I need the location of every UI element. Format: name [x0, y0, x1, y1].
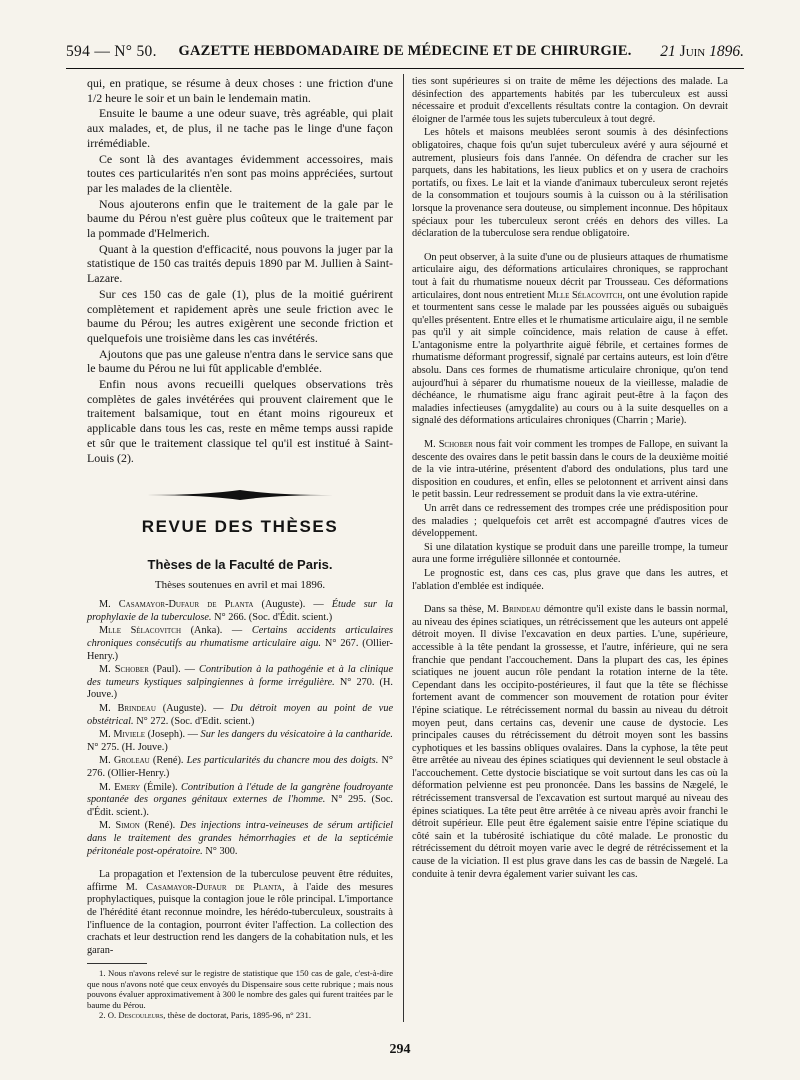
paragraph: Ensuite le baume a une odeur suave, très agréable, qui plait aux malades, et, de plus, il ne tache pas le linge d'une façon irrémédiable.: [87, 106, 393, 150]
thesis-ref: N° 272. (Soc. d'Edit. scient.): [136, 715, 255, 727]
thesis-ref: N° 276. (Ollier-Henry.): [87, 755, 394, 779]
thesis-entry: [87, 755, 393, 780]
paragraph: [87, 242, 393, 286]
paragraph: Nous ajouterons enfin que le traitement de la gale par le baume du Pérou n'est guère plus coûteux que le traitement par la pommade d'Helmerich.: [87, 196, 393, 241]
subsection-title: Thèses de la Faculté de Paris.: [147, 557, 333, 573]
person-name: Schober: [438, 439, 473, 451]
text-run: démontre qu'il existe dans le bassin normal, au niveau des épines sciatiques, un rétrécissement que les auteurs ont appelé détroit moyen. Il divise l'excavation en deux parties. L'une, supérieure, accessible à la tête pendant la grossesse, et l'autre, inférieure, qui ne sera franchie que pendant l'accouchement. Dans la plupart des cas, les épines sciatiques ne jouent aucun rôle pendant la rotation interne de la tête. Cependant dans les occipito-postérieures, il faut que la tête se fléchisse fortement avant de commencer son mouvement de rotation pour éviter l'épine sciatique. Le rétrécissement normal du bassin au niveau du détroit moyen peut, dans certains cas, devenir une cause de dystocie. Les principales causes du rétrécissement du détroit moyen sont les bassins cyphotiques et les bassins obliques ovalaires. Dans la cyphose, la tête peut être arrêtée au niveau des épines sciatiques qui deviennent le seul obstacle à l'accouchement. Cette dystocie bisciatique se voit surtout dans les cas où la déformation pelvienne est peu prononcée. Dans les bassins de Nægelé, le rétrécissement transversal de l'excavation est surtout marqué au niveau des épines sciatiques. La tête peut être arrêtée à ce niveau après avoir franchi le détroit supérieur. Elle peut être également saisie entre l'épine sciatique du côté sain et la tubérosité ischiatique du côté malade. Le pronostic du rétrécissement du détroit moyen varie avec le degré de rétrécissement et la cause de la viciation. Il est plus grave dans les cas de bassin de Nægelé. La conduite à tenir devra également varier suivant les cas.: [412, 604, 728, 880]
paragraph: [412, 439, 728, 502]
person-name: Brindeau: [502, 604, 541, 616]
thesis-firstname: (René).: [152, 755, 184, 767]
paragraph: Ajoutons que pas une galeuse n'entra dans le service sans que le baume du Pérou ne lui fût applicable d'emblée.: [87, 346, 393, 376]
paragraph: [412, 604, 728, 881]
thesis-entry: [87, 664, 393, 702]
thesis-entry: [87, 729, 393, 754]
ornament-rule-graphic: [145, 489, 335, 501]
paragraph: Si une dilatation kystique se produit dans une pareille trompe, la tumeur aura une forme irrégulière sillonnée et contournée.: [412, 541, 728, 566]
text-run: , thèse de doctorat, Paris, 1895-96, n° 231.: [163, 1010, 312, 1021]
footnote: 1. Nous n'avons relevé sur le registre de statistique que 150 cas de gale, c'est-à-dire que nous n'avons noté que ceux envoyés du Dispensaire sous cette rubrique ; mais nous pouvons évaluer approximativement à 300 le nombre des gales qui furent traitées par le baume du Pérou.: [87, 968, 393, 1010]
text-run: nous fait voir comment les trompes de Fallope, en suivant la descente des ovaires dans le petit bassin dans le cours de la deuxième moitié de la vie intra-utérine, présentent d'abord des ondulations, plus tard une disposition en coudures, et enfin, elles se pelotonnent et arrivent ainsi dans le petit bassin. Leur redressement se produit dans la vie extra-utérine.: [412, 439, 728, 501]
thesis-author: M. Casamayor-Dufaur de Planta: [99, 599, 254, 611]
thesis-ref: N° 270. (H. Jouve.): [87, 676, 393, 701]
thesis-author: M. Simon: [99, 820, 140, 832]
right-column: [412, 76, 728, 882]
subsection-subtitle: Thèses soutenues en avril et mai 1896.: [154, 579, 326, 592]
paragraph: [87, 869, 393, 957]
person-name: Mlle Sélacovitch: [547, 289, 623, 301]
text-run: Dans sa thèse, M.: [424, 604, 499, 616]
running-header: [66, 43, 744, 67]
thesis-title: Des injections intra-veineuses de sérum artificiel dans le traitement des grandes hémorrhagies et de la septicémie péritonéale post-opératoire.: [87, 820, 393, 857]
text-run: 2. O.: [99, 1010, 117, 1021]
paragraph: Sur ces 150 cas de gale (1), plus de la moitié guérirent complètement et rapidement après une seule friction avec le baume du Pérou; les autres exigèrent une seconde friction et quelquefois une troisième dans les cas invétérés.: [87, 286, 393, 345]
header-date: [660, 43, 744, 61]
section-ornament: [87, 481, 393, 509]
thesis-firstname: (Auguste). —: [162, 703, 224, 715]
text-run: à Saint-Lazare.: [87, 256, 393, 286]
thesis-firstname: (Paul). —: [152, 664, 195, 676]
thesis-firstname: (Auguste). —: [261, 599, 324, 611]
paragraph: ties sont supérieures si on traite de même les déjections des malade. La désinfection des appartements habités par les tuberculeux est aussi nécessaire et produit d'excellents résultats contre la contagion. On devrait éloigner de l'armée tous les sujets tuberculeux à tout degré.: [412, 76, 728, 125]
thesis-entry: [87, 782, 393, 820]
thesis-ref: N° 275. (H. Jouve.): [87, 741, 168, 753]
left-column: [87, 76, 393, 1021]
thesis-entry: [87, 703, 393, 728]
paragraph: Les hôtels et maisons meublées seront soumis à des désinfections obligatoires, chaque fois qu'un sujet tuberculeux avéré y aura séjourné et autrement, plusieurs fois dans l'année. On défendra de cracher sur les parquets, dans les habitations, les lieux publics et on y usera de crachoirs portatifs, ou fixes. Le lait et la viande d'animaux tuberculeux seront rejetés de la consommation et toujours soumis à la cuisson ou à la stérilisation lorsque la provenance sera douteuse, ou simplement inconnue. Des hôpitaux spéciaux pour les tuberculeux seront créés en dehors des villes. La déclaration de la tuberculose sera rendue obligatoire.: [412, 127, 728, 240]
paragraph: Le prognostic est, dans ces cas, plus grave que dans les autres, et l'ablation d'emblée est indiquée.: [412, 567, 728, 592]
section-title: REVUE DES THÈSES: [141, 517, 339, 537]
person-name: Casamayor-Dufaur de Planta: [146, 881, 282, 893]
thesis-firstname: (Émile).: [143, 781, 178, 793]
text-run: , à l'aide des mesures prophylactiques, puisque la contagion joue le rôle principal. L'importance de l'hérédité étant reconnue moindre, les hérédo-tuberculeux, soustraits à l'influence de la contagion, pourront éviter l'affection. La collection des crachats et leur destruction rend les dangers de la cohabitation nuls, et les garan-: [87, 881, 394, 956]
thesis-title: Sur les dangers du vésicatoire à la cantharide.: [200, 729, 393, 741]
thesis-title: Étude sur la prophylaxie de la tuberculose.: [87, 599, 394, 623]
header-year: 1896.: [709, 43, 744, 60]
thesis-author: M. Groleau: [99, 755, 150, 767]
thesis-title: Du détroit moyen au point de vue obstétrical.: [87, 703, 394, 727]
thesis-ref: N° 295. (Soc. d'Édit. scient.).: [87, 794, 394, 818]
page-number: 294: [389, 1042, 411, 1057]
text-run: On peut observer, à la suite d'une ou de plusieurs attaques de rhumatisme articulaire aigu, des déformations articulaires chroniques, se rapprochant tout à fait du rhumatisme noueux décrit par Trousseau. Ces déformations articulaires, dont nous entretient: [412, 251, 728, 301]
column-divider: [403, 74, 404, 1022]
thesis-firstname: (Joseph). —: [147, 729, 198, 741]
header-month: Juin: [679, 43, 706, 60]
thesis-entry: [87, 599, 393, 624]
thesis-ref: N° 300.: [205, 845, 238, 857]
paragraph: Un arrêt dans ce redressement des trompes crée une prédisposition pour des maladies ; quelquefois cet arrêt est accompagné d'autres vices de développement.: [412, 503, 728, 540]
thesis-author: M. Miviele: [99, 729, 146, 741]
header-day: 21: [660, 43, 676, 60]
text-run: Quant à la question d'efficacité, nous pouvons la juger par la statistique de 150 cas traités depuis 1890 par M.: [87, 241, 393, 271]
footnote: [87, 1010, 393, 1021]
footnote-rule: [87, 963, 147, 964]
thesis-firstname: (René).: [144, 820, 176, 832]
thesis-entry: [87, 625, 393, 663]
text-run: , ont une évolution rapide et tourmentent sans cesse le malade par les poussées aiguës ou subaiguës qu'elles présentent. Entre elles et le rhumatisme articulaire aigu, il ne semble pas qu'il y ait simple coïncidence, mais relation de cause à effet. L'antagonisme entre la polyarthrite aiguë fébrile, et certaines formes de rhumatisme déformant progressif, signalé par certains auteurs, est loin d'être absolu. Dans ces formes de rhumatisme articulaire chronique, qu'on tend aujourd'hui à séparer du rhumatisme noueux de la vieillesse, maladie de déchéance, le rhumatisme aigu franc agirait peut-être à la façon des maladies infectieuses (amygdalite) au cours ou à la suite desquelles on a signalé des déformations articulaires chroniques (Charrin ; Marie).: [412, 289, 728, 427]
paragraph: Enfin nous avons recueilli quelques observations très complètes de gales invétérées qui prouvent clairement que le traitement balsamique, tout en étant moins rigoureux et applicable dans tous les cas, reste en même temps aussi rapide et sûr que le traitement classique tel qu'il est institué à Saint-Louis (2).: [87, 377, 393, 465]
text-run: M.: [424, 439, 436, 451]
paragraph: [412, 252, 728, 428]
thesis-title: Contribution à la pathogénie et à la clinique des tumeurs kystiques salpingiennes à forme irrégulière.: [87, 664, 394, 688]
thesis-author: M. Emery: [99, 781, 141, 793]
paragraph: Ce sont là des avantages évidemment accessoires, mais toutes ces particularités n'en sont pas moins appréciées, surtout par les malades de la clientèle.: [87, 151, 393, 195]
journal-title: GAZETTE HEBDOMADAIRE DE MÉDECINE ET DE CHIRURGIE.: [178, 43, 632, 59]
thesis-ref: N° 266. (Soc. d'Édit. scient.): [214, 611, 333, 623]
thesis-title: Contribution à l'étude de la gangrène foudroyante spontanée des organes génitaux externes de l'homme.: [87, 781, 393, 806]
thesis-firstname: (Anka). —: [190, 625, 243, 637]
thesis-author: Mlle Sélacovitch: [99, 625, 182, 637]
paragraph: qui, en pratique, se résume à deux choses : une friction d'une 1/2 heure le soir et un bain le lendemain matin.: [87, 76, 393, 105]
thesis-ref: N° 267. (Ollier-Henry.): [87, 638, 393, 662]
header-issue: 594 — N° 50.: [66, 43, 157, 60]
thesis-list: [87, 599, 393, 858]
person-name: Jullien: [321, 256, 353, 271]
thesis-author: M. Brindeau: [99, 703, 156, 715]
thesis-title: Certains accidents articulaires chroniques consécutifs au rhumatisme articulaire aigu.: [87, 625, 394, 650]
text-run: La propagation et l'extension de la tuberculose peuvent être réduites, affirme M.: [87, 869, 393, 893]
header-rule: [66, 68, 744, 69]
person-name: Descouleurs: [118, 1010, 164, 1021]
thesis-author: M. Schober: [99, 664, 149, 676]
thesis-title: Les particularités du chancre mou des doigts.: [186, 755, 379, 767]
thesis-entry: [87, 820, 393, 858]
